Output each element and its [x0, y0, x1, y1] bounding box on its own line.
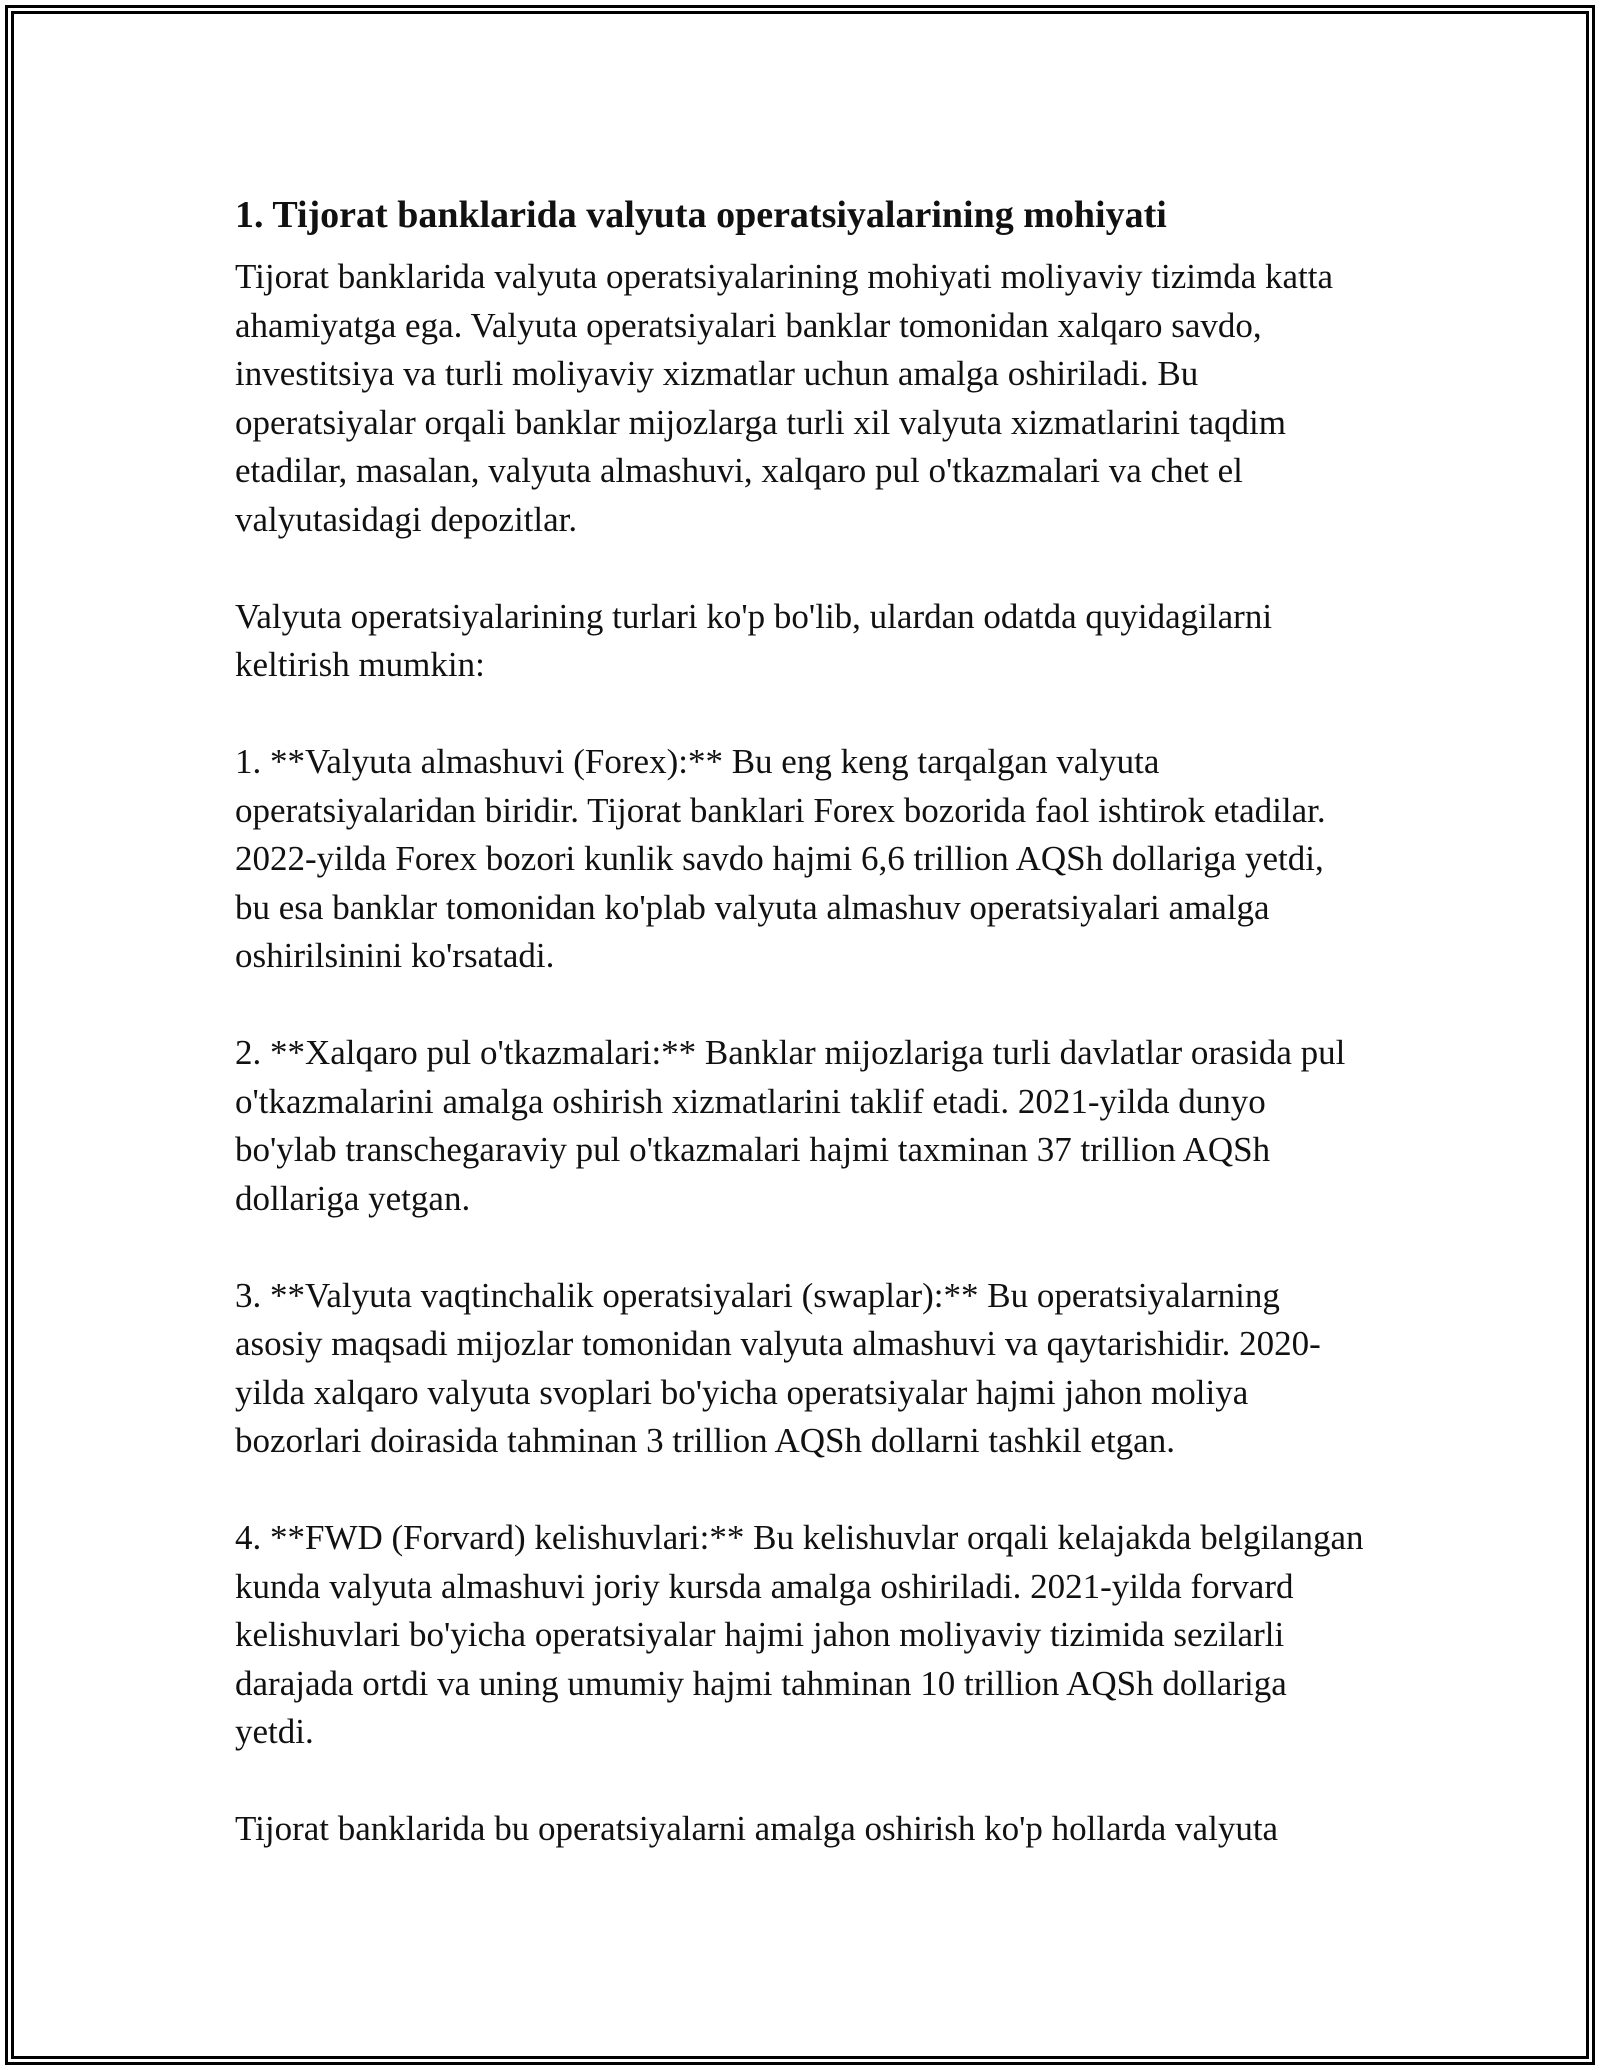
list-item-forex: 1. **Valyuta almashuvi (Forex):** Bu eng keng tarqalgan valyuta operatsiyalaridan biridir. Tijorat banklari Forex bozorida faol ishtirok etadilar. 2022-yilda Forex bozori kunlik savdo hajmi 6,6 trillion AQSh dollariga yetdi, bu esa banklar tomonidan ko'plab valyuta almashuv operatsiyalari amalga oshirilsinini ko'rsatadi.	[235, 742, 1326, 975]
closing-paragraph: Tijorat banklarida bu operatsiyalarni amalga oshirish ko'p hollarda valyuta	[235, 1809, 1279, 1848]
list-item-forwards: 4. **FWD (Forvard) kelishuvlari:** Bu kelishuvlar orqali kelajakda belgilangan kunda valyuta almashuvi joriy kursda amalga oshiriladi. 2021-yilda forvard kelishuvlari bo'yicha operatsiyalar hajmi jahon moliyaviy tizimida sezilarli darajada ortdi va uning umumiy hajmi tahminan 10 trillion AQSh dollariga yetdi.	[235, 1518, 1364, 1751]
list-item-swaps: 3. **Valyuta vaqtinchalik operatsiyalari (swaplar):** Bu operatsiyalarning asosiy maqsadi mijozlar tomonidan valyuta almashuvi va qaytarishidir. 2020-yilda xalqaro valyuta svoplari bo'yicha operatsiyalar hajmi jahon moliya bozorlari doirasida tahminan 3 trillion AQSh dollarni tashkil etgan.	[235, 1275, 1321, 1460]
section-heading: 1. Tijorat banklarida valyuta operatsiyalarining mohiyati	[235, 194, 1167, 236]
intro-paragraph: Tijorat banklarida valyuta operatsiyalarining mohiyati moliyaviy tizimda katta ahamiyatga ega. Valyuta operatsiyalari banklar tomonidan xalqaro savdo, investitsiya va turli moliyaviy xizmatlar uchun amalga oshiriladi. Bu operatsiyalar orqali banklar mijozlarga turli xil valyuta xizmatlarini taqdim etadilar, masalan, valyuta almashuvi, xalqaro pul o'tkazmalari va chet el valyutasidagi depozitlar.	[235, 257, 1334, 539]
list-item-transfers: 2. **Xalqaro pul o'tkazmalari:** Banklar mijozlariga turli davlatlar orasida pul o'tkazmalarini amalga oshirish xizmatlarini taklif etadi. 2021-yilda dunyo bo'ylab transchegaraviy pul o'tkazmalari hajmi taxminan 37 trillion AQSh dollariga yetgan.	[235, 1033, 1346, 1218]
types-intro-paragraph: Valyuta operatsiyalarining turlari ko'p bo'lib, ulardan odatda quyidagilarni keltirish mumkin:	[235, 596, 1273, 684]
document-body	[235, 187, 1365, 1854]
